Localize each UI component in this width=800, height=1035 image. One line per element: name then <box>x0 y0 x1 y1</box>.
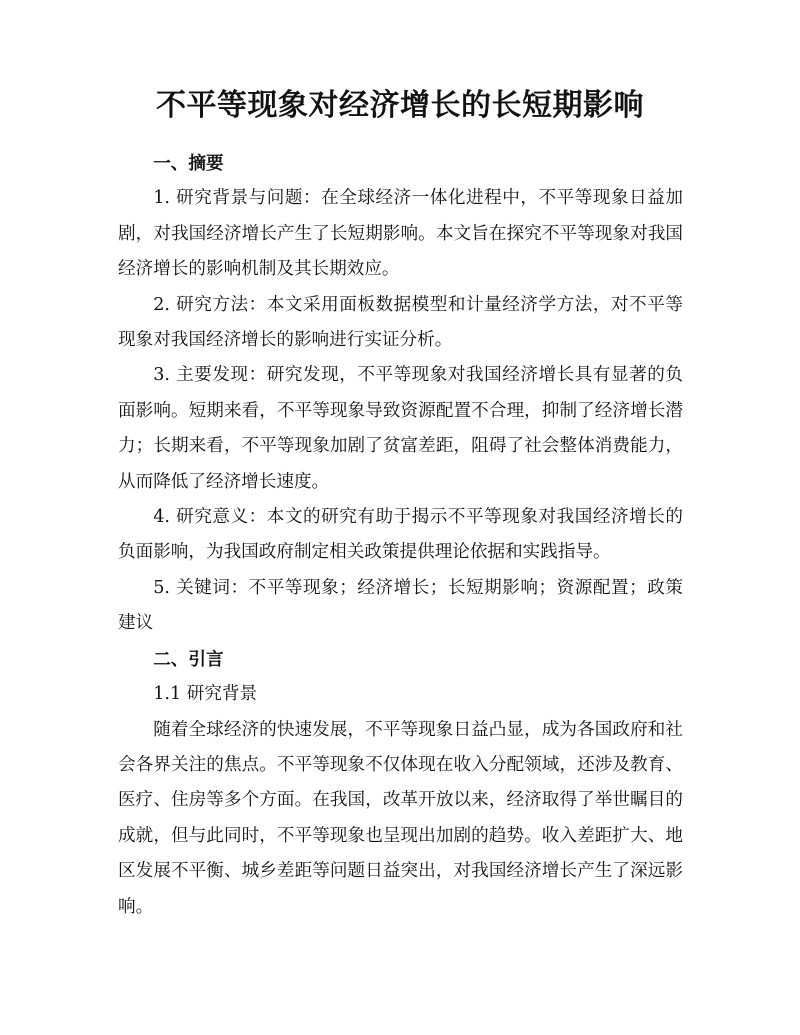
section-heading-introduction: 二、引言 <box>153 648 224 670</box>
background-paragraph: 随着全球经济的快速发展，不平等现象日益凸显，成为各国政府和社会各界关注的焦点。不平等现象不仅体现在收入分配领域，还涉及教育、医疗、住房等多个方面。在我国，改革开放以来，经济取得了举世瞩目的成就，但与此同时，不平等现象也呈现出加剧的趋势。收入差距扩大、地区发展不平衡、城乡差距等问题日益突出，对我国经济增长产生了深远影响。 <box>118 719 683 917</box>
abstract-item-5: 5. 关键词：不平等现象；经济增长；长短期影响；资源配置；政策建议 <box>118 577 683 634</box>
abstract-item-3: 3. 主要发现：研究发现，不平等现象对我国经济增长具有显著的负面影响。短期来看，不平等现象导致资源配置不合理，抑制了经济增长潜力；长期来看，不平等现象加剧了贫富差距，阻碍了社会整体消费能力，从而降低了经济增长速度。 <box>118 365 683 492</box>
document-body <box>118 146 683 925</box>
abstract-item-2: 2. 研究方法：本文采用面板数据模型和计量经济学方法，对不平等现象对我国经济增长的影响进行实证分析。 <box>118 294 683 351</box>
section-heading-abstract: 一、摘要 <box>153 153 224 174</box>
abstract-item-4: 4. 研究意义：本文的研究有助于揭示不平等现象对我国经济增长的负面影响，为我国政府制定相关政策提供理论依据和实践指导。 <box>118 507 683 563</box>
subsection-heading-background: 1.1 研究背景 <box>153 684 258 705</box>
document-title: 不平等现象对经济增长的长短期影响 <box>156 88 644 123</box>
abstract-item-1: 1. 研究背景与问题：在全球经济一体化进程中，不平等现象日益加剧，对我国经济增长产生了长短期影响。本文旨在探究不平等现象对我国经济增长的影响机制及其长期效应。 <box>118 188 683 280</box>
